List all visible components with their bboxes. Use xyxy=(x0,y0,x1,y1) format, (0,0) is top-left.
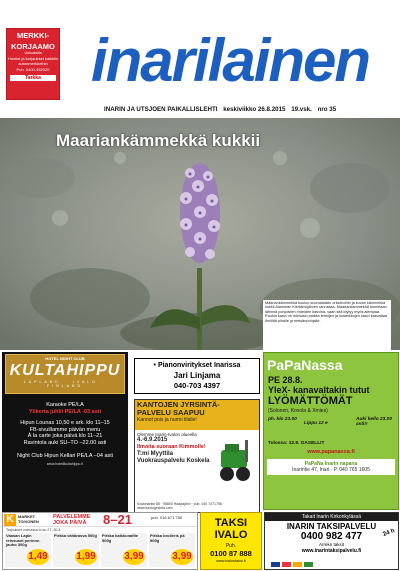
subline-paper: INARIN JA UTSJOEN PAIKALLISLEHTI xyxy=(104,106,218,113)
hotel-line: Karaoke PE/LA xyxy=(46,402,84,408)
offer-item[interactable] xyxy=(5,533,51,567)
hotel-name: KULTAHIPPU xyxy=(9,362,121,379)
papa-band: LYÖMÄTTÖMÄT xyxy=(268,395,353,407)
hotel-line: Ylikerta juhlii PE/LA -03 asti xyxy=(28,408,102,415)
inari-taksi-badge: 24 h xyxy=(382,528,396,538)
hotel-website[interactable]: www.hotellikultahippu.fi xyxy=(46,461,84,466)
papa-subtitle: YleX- kanavaltakin tutut xyxy=(268,385,370,395)
stump-grinder-icon xyxy=(215,436,255,488)
k-market-service xyxy=(53,514,90,526)
hotel-small-label: HOTEL NIGHT CLUB xyxy=(45,356,85,361)
subline-number: nro 35 xyxy=(317,106,337,113)
merkki-body: Huollot ja korjaukset kaikkiin autonmerkkeihin xyxy=(7,56,59,66)
offer-name: Pirkka broileris pk 500g xyxy=(150,533,185,543)
stump-dates-label: Olemme Inarin-Ivalon alueella xyxy=(137,432,197,437)
stump-grinding-ad[interactable] xyxy=(134,399,260,513)
stump-subtitle: Kannot pois ja nurmi tilalle! xyxy=(137,417,197,423)
offer-price: 3,99 xyxy=(171,549,193,565)
papa-ticket: Lippu 12 e xyxy=(304,421,328,426)
hero-photo[interactable] xyxy=(0,118,400,350)
papa-website[interactable]: www.papanassa.fi xyxy=(307,449,355,455)
k-market-validity: Tarjoukset voimassa to-su 27.-30.8. xyxy=(6,528,62,532)
offer-name: Pirkka vähärasva 500g xyxy=(54,533,97,538)
stump-title-1: KANTOJEN JYRSINTÄ- xyxy=(137,400,220,409)
hero-caption: Maariankämmekkä kuuluu suomalaisiin orkideoihin ja kuvan kämmekkä kukkii Alamman Kiertämöjärven rannassa. Maariankämmekkä tunnetaan lähinnä pohjoisten rinteiden kasvina, vaan sitä löytyy myös alempaa. Ruukin kasvi on mieluisin paikka lehtojen ja kosteikkojen kasvi kasvattaa ilmiöitä pihalle ja metsänpohjalle. xyxy=(263,300,391,350)
k-market-logo: K xyxy=(4,514,16,526)
stump-contact: T:mi Myyttila Vuokrauspalvelu Koskela xyxy=(137,450,210,464)
masthead-subline xyxy=(104,106,394,113)
papanassa-ad[interactable] xyxy=(263,352,399,510)
taksi-website[interactable]: www.ivalontaksi.fi xyxy=(216,559,246,563)
hotel-line: À la carte joka päivä klo 11–21 xyxy=(27,433,103,439)
offer-name: Pirkka kalkkunafile 500g xyxy=(102,533,139,543)
stump-body xyxy=(135,430,259,512)
taksi-phone-label: Puh. xyxy=(225,543,237,549)
stump-order: Ilmoita suoraan Kimmolle! xyxy=(137,444,206,451)
offer-item[interactable] xyxy=(101,533,147,567)
taksi-phone: 0100 87 888 xyxy=(210,549,252,558)
papa-coming: Tulossa: 12.9. GASELLIT xyxy=(268,441,325,446)
stump-title-2: PALVELU SAAPUU xyxy=(137,408,205,417)
k-market-hours: 8–21 xyxy=(103,512,132,527)
offer-price: 1,49 xyxy=(27,549,49,565)
piano-title: • Pianonviritykset Inarissa xyxy=(153,362,241,369)
k-market-name xyxy=(18,514,39,524)
papa-hours: Auki kello 23.00 asti!! xyxy=(356,417,392,428)
hotel-line: FB-sivuillamme päivän menu xyxy=(29,426,101,433)
merkki-subtitle: Uutuuksilla xyxy=(24,51,42,55)
papa-slogan: PaPaNa Inarin napana xyxy=(304,461,358,467)
papa-members: (Solonen, Kosola & Xmies) xyxy=(268,408,328,414)
piano-phone: 040-703 4397 xyxy=(173,381,221,390)
merkki-title-1: MERKKI- xyxy=(16,31,50,40)
inari-taksi-phone: 0400 982 477 xyxy=(300,531,363,542)
stump-address: Koskelantie 85 · 95800 Haapajärvi · puh. 040 7471756 · www.kantojyrsinta.com xyxy=(137,502,224,510)
inari-taksipalvelu-ad[interactable] xyxy=(264,512,399,570)
stump-dates: 4.-6.9.2015 xyxy=(137,437,168,444)
hotel-line: Night Club Hipun Kellari PE/LA –04 asti xyxy=(17,453,113,459)
papa-title: PaPaNassa xyxy=(267,357,343,373)
offer-item[interactable] xyxy=(149,533,195,567)
subline-volume: 19.vsk. xyxy=(291,106,312,113)
stump-text xyxy=(137,432,215,465)
k-market-phone: puh. 016 671 750 xyxy=(151,515,183,520)
taksi-title-1: TAKSI xyxy=(214,517,248,529)
subline-date: keskiviikko 26.8.2015 xyxy=(223,106,286,113)
offer-item[interactable] xyxy=(53,533,99,567)
papa-date: PE 28.8. xyxy=(268,375,303,385)
papa-footer xyxy=(267,459,395,475)
merkki-logo: Tarkka xyxy=(10,75,56,81)
papa-time: ph. klo 23.00 xyxy=(268,417,297,422)
inari-taksi-website[interactable]: www.inarintaksipalvelu.fi xyxy=(301,548,362,554)
masthead-title: inarilainen xyxy=(90,27,370,94)
payment-cards-icon xyxy=(271,562,313,567)
hero-headline[interactable]: Maariankämmekkä kukkii xyxy=(56,131,261,150)
k-market-offers xyxy=(3,533,197,567)
merkki-title-2: KORJAAMO xyxy=(11,42,55,51)
hotel-kultahippu-ad[interactable] xyxy=(2,352,128,512)
inari-taksi-header: Takait Inarin Kirkonkylässä xyxy=(265,513,398,521)
k-market-ad[interactable] xyxy=(2,512,198,570)
k-market-service-1: PALVELEMME xyxy=(53,514,91,520)
hotel-line: Hipun Lounas 10,50 e ark. klo 11–15 xyxy=(20,420,110,426)
stump-header xyxy=(135,400,259,430)
merkki-phone: Puh. 0400-452020 xyxy=(16,67,50,72)
piano-name: Jari Linjama xyxy=(173,371,221,380)
offer-name: Vaasan Lapin reissuset perinne-jauho 300g xyxy=(6,533,41,548)
papa-info-row xyxy=(264,415,398,441)
piano-tuning-ad[interactable] xyxy=(134,358,260,394)
inari-taksi-title: INARIN TAKSIPALVELU xyxy=(286,522,377,531)
k-market-service-2: JOKA PÄIVÄ xyxy=(53,520,87,526)
merkki-korjaamo-ad[interactable] xyxy=(6,28,60,100)
taksi-title-2: IVALO xyxy=(214,529,248,541)
hotel-logo-panel xyxy=(5,354,125,394)
k-market-header xyxy=(3,513,197,527)
hotel-location: LAPLAND · IVALO · FINLAND xyxy=(23,380,107,388)
offer-price: 3,99 xyxy=(123,549,145,565)
offer-price: 1,99 xyxy=(75,549,97,565)
taksi-ivalo-ad[interactable] xyxy=(200,512,262,570)
papa-address: Inarintie 47, Inari · P. 040 765 1605 xyxy=(292,467,370,473)
k-market-owner: TOIVONEN xyxy=(18,519,39,524)
hotel-line: Ravintola auki SU–TO –22.00 asti xyxy=(23,439,107,446)
inari-taksi-note: Arrekn taksit xyxy=(318,542,344,547)
k-market-word: MARKET xyxy=(18,514,36,519)
